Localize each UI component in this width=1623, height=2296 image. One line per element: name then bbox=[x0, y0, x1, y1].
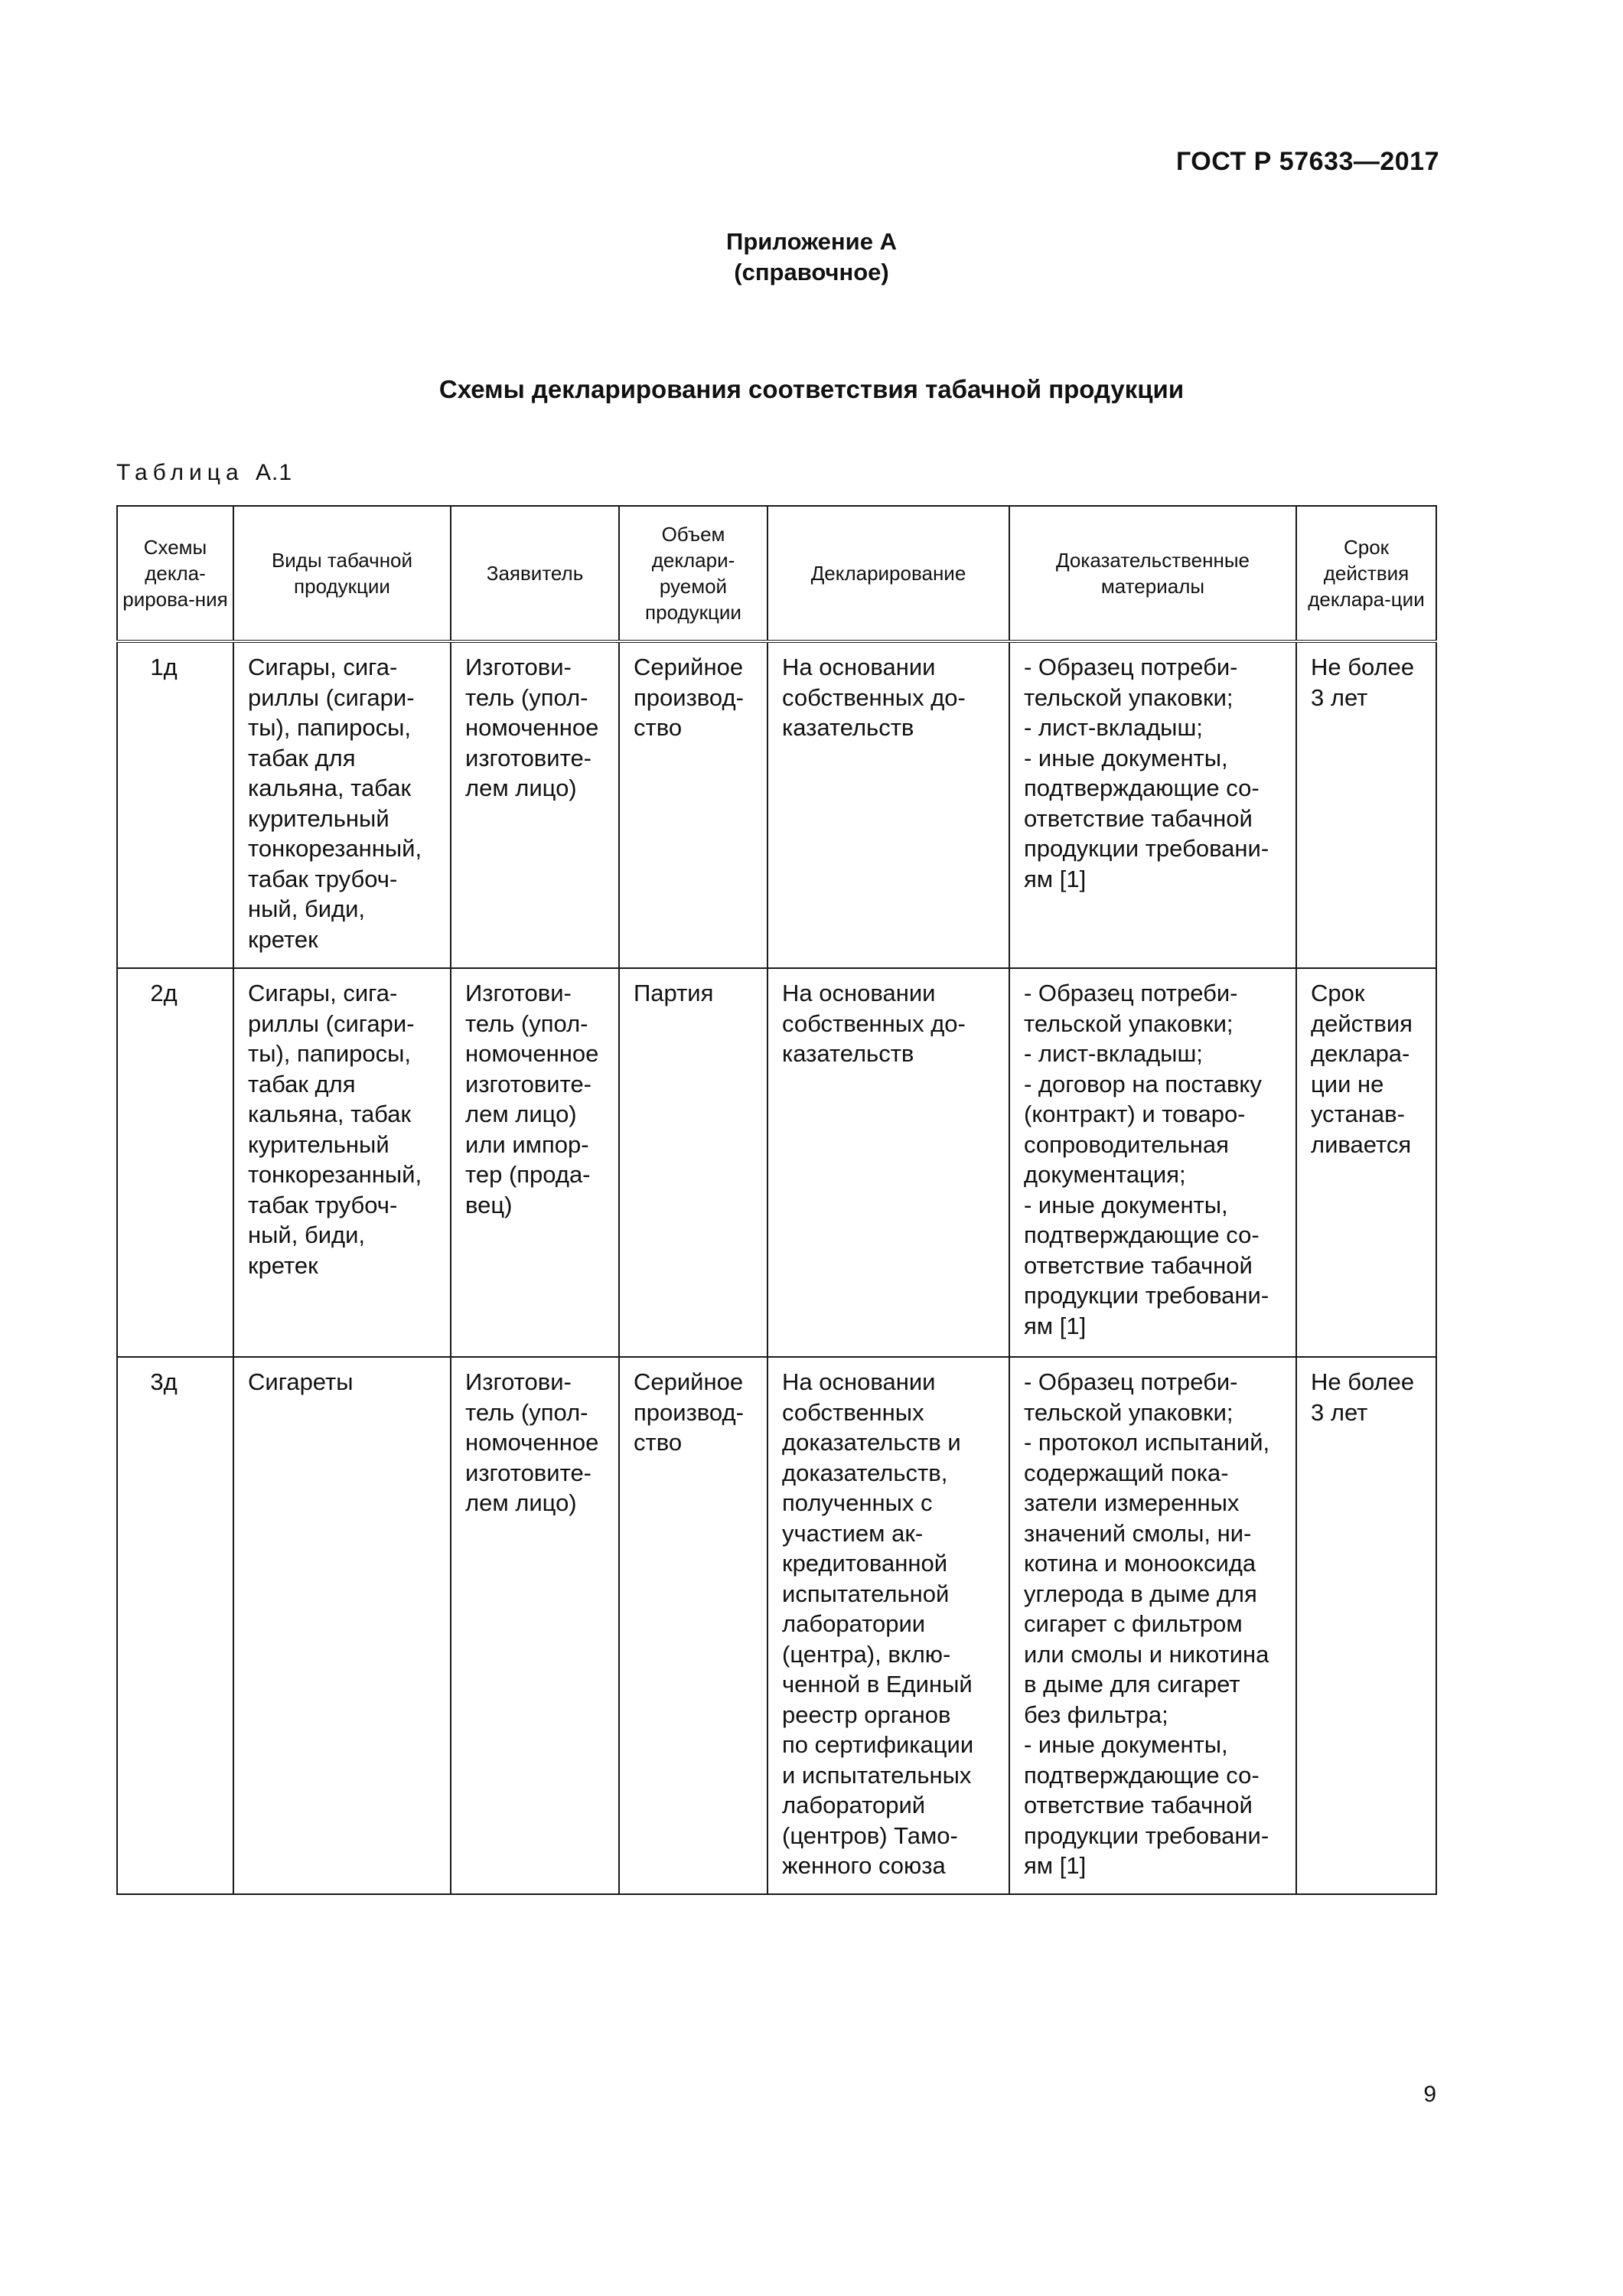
table-row bbox=[117, 641, 1436, 968]
table-row bbox=[117, 1357, 1436, 1894]
cell-applicant: Изготови- тель (упол- номоченное изготовите- лем лицо) bbox=[451, 1357, 619, 1894]
cell-evidence: - Образец потреби- тельской упаковки; - лист-вкладыш; - договор на поставку (контракт) и товаро- сопроводительная документация; - иные документы, подтверждающие со- ответствие табачной продукции требовани- ям [1] bbox=[1009, 968, 1296, 1357]
cell-validity: Срок действия деклара- ции не устанав- ливается bbox=[1296, 968, 1436, 1357]
cell-scheme: 2д bbox=[117, 968, 233, 1357]
cell-validity: Не более 3 лет bbox=[1296, 641, 1436, 968]
cell-evidence: - Образец потреби- тельской упаковки; - протокол испытаний, содержащий пока- затели измеренных значений смолы, ни- котина и монооксида углерода в дыме для сигарет с фильтром или смолы и никотина в дыме для сигарет без фильтра; - иные документы, подтверждающие со- ответствие табачной продукции требовани- ям [1] bbox=[1009, 1357, 1296, 1894]
cell-applicant: Изготови- тель (упол- номоченное изготовите- лем лицо) bbox=[451, 641, 619, 968]
cell-volume: Серийное производ- ство bbox=[619, 1357, 768, 1894]
header-validity: Срок действия деклара-ции bbox=[1296, 506, 1436, 641]
cell-scheme: 3д bbox=[117, 1357, 233, 1894]
cell-declaration: На основании собственных до- казательств bbox=[768, 968, 1009, 1357]
cell-product-types: Сигары, сига- риллы (сигари- ты), папиросы, табак для кальяна, табак курительный тонкорезанный, табак трубоч- ный, биди, кретек bbox=[233, 641, 451, 968]
cell-product-types: Сигареты bbox=[233, 1357, 451, 1894]
cell-declaration: На основании собственных до- казательств bbox=[768, 641, 1009, 968]
declaration-schemes-table bbox=[116, 505, 1437, 1895]
table-caption-word: Таблица bbox=[116, 460, 244, 485]
table-caption bbox=[116, 460, 292, 486]
page-number: 9 bbox=[1423, 2082, 1436, 2107]
cell-product-types: Сигары, сига- риллы (сигари- ты), папиросы, табак для кальяна, табак курительный тонкорезанный, табак трубоч- ный, биди, кретек bbox=[233, 968, 451, 1357]
header-declaration: Декларирование bbox=[768, 506, 1009, 641]
cell-validity: Не более 3 лет bbox=[1296, 1357, 1436, 1894]
appendix-title: Приложение А bbox=[726, 228, 897, 255]
cell-volume: Серийное производ- ство bbox=[619, 641, 768, 968]
cell-declaration: На основании собственных доказательств и доказательств, полученных с участием ак- кредитованной испытательной лаборатории (центра), вклю- ченной в Единый реестр органов по сертификации и испытательных лабораторий (центров) Тамо- женного союза bbox=[768, 1357, 1009, 1894]
cell-evidence: - Образец потреби- тельской упаковки; - лист-вкладыш; - иные документы, подтверждающие со- ответствие табачной продукции требовани- ям [1] bbox=[1009, 641, 1296, 968]
appendix-subtitle: (справочное) bbox=[734, 259, 889, 285]
table-row bbox=[117, 968, 1436, 1357]
cell-applicant: Изготови- тель (упол- номоченное изготовите- лем лицо) или импор- тер (прода- вец) bbox=[451, 968, 619, 1357]
cell-volume: Партия bbox=[619, 968, 768, 1357]
section-title: Схемы декларирования соответствия табачной продукции bbox=[438, 375, 1185, 403]
table-caption-number: А.1 bbox=[255, 460, 293, 485]
table-header-row bbox=[117, 506, 1436, 641]
document-code: ГОСТ Р 57633—2017 bbox=[1175, 147, 1439, 176]
cell-scheme: 1д bbox=[117, 641, 233, 968]
header-volume: Объем деклари-руемой продукции bbox=[619, 506, 768, 641]
appendix-heading bbox=[0, 227, 1623, 288]
header-evidence: Доказательственные материалы bbox=[1009, 506, 1296, 641]
header-product-types: Виды табачной продукции bbox=[233, 506, 451, 641]
header-scheme: Схемы декла-рирова-ния bbox=[117, 506, 233, 641]
header-applicant: Заявитель bbox=[451, 506, 619, 641]
